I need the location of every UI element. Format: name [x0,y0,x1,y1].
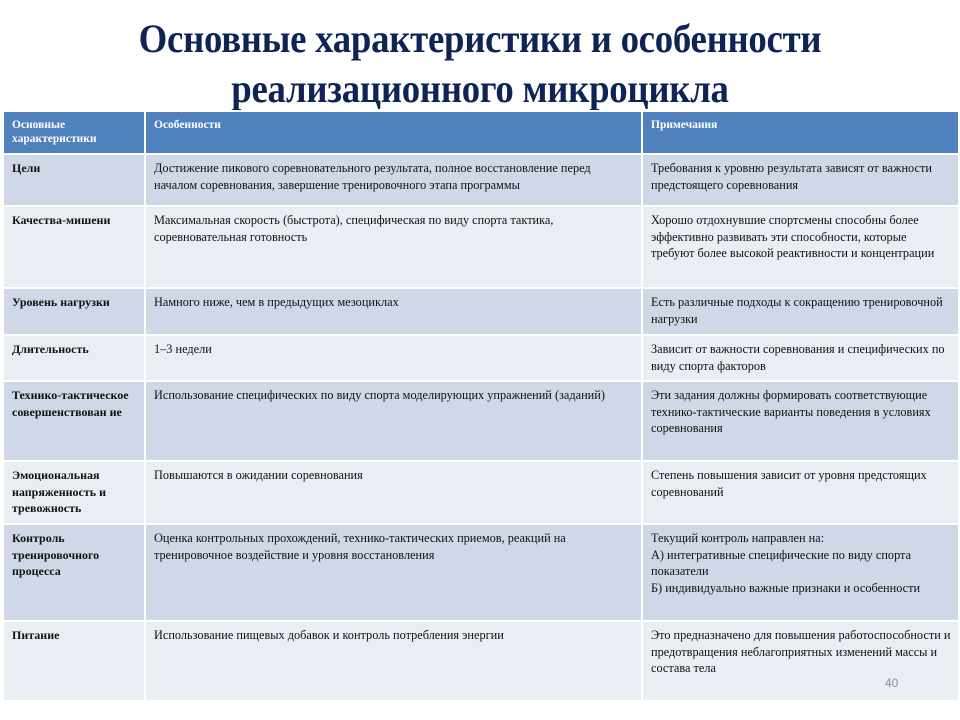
note-line: Текущий контроль направлен на: [651,531,825,545]
table-header-row [3,111,959,154]
characteristics-table-container [2,110,958,702]
table-row [3,621,959,701]
note-line: Б) индивидуально важные признаки и особенности [651,580,921,595]
slide-title-line-2: реализационного микроцикла [231,66,729,111]
row-notes: Это предназначено для повышения работоспособности и предотвращения неблагоприятных изменений массы и состава тела [642,621,959,701]
table-row [3,206,959,288]
header-notes: Примечания [642,111,959,154]
row-notes: Степень повышения зависит от уровня предстоящих соревнований [642,461,959,524]
row-label: Уровень нагрузки [3,288,145,335]
row-notes: Эти задания должны формировать соответствующие технико-тактические варианты поведения в условиях соревнования [642,381,959,461]
table-row [3,288,959,335]
row-label: Технико-тактическое совершенствован ие [3,381,145,461]
row-notes: Требования к уровню результата зависят от важности предстоящего соревнования [642,154,959,206]
row-notes: Хорошо отдохнувшие спортсмены способны более эффективно развивать эти способности, которые требуют более высокой реактивности и концентрации [642,206,959,288]
row-label: Длительность [3,335,145,381]
slide-title [38,14,921,114]
row-features: 1–3 недели [145,335,642,381]
row-features: Повышаются в ожидании соревнования [145,461,642,524]
table-row [3,461,959,524]
row-features: Использование специфических по виду спорта моделирующих упражнений (заданий) [145,381,642,461]
note-line: А) интегративные специфические по виду спорта показатели [651,547,912,578]
header-characteristics: Основные характеристики [3,111,145,154]
slide-title-line-1: Основные характеристики и особенности [138,16,822,61]
characteristics-table [2,110,960,702]
row-features: Достижение пикового соревновательного результата, полное восстановление перед началом соревнования, завершение тренировочного этапа программы [145,154,642,206]
row-notes: Зависит от важности соревнования и специфических по виду спорта факторов [642,335,959,381]
row-label: Качества-мишени [3,206,145,288]
table-row [3,524,959,621]
row-features: Максимальная скорость (быстрота), специфическая по виду спорта тактика, соревновательная готовность [145,206,642,288]
row-notes: Есть различные подходы к сокращению тренировочной нагрузки [642,288,959,335]
row-label: Контроль тренировочного процесса [3,524,145,621]
row-features: Намного ниже, чем в предыдущих мезоциклах [145,288,642,335]
table-row [3,381,959,461]
table-row [3,154,959,206]
row-label: Цели [3,154,145,206]
row-features: Оценка контрольных прохождений, технико-тактических приемов, реакций на тренировочное воздействие и уровня восстановления [145,524,642,621]
row-label: Питание [3,621,145,701]
row-notes [642,524,959,621]
page-number: 40 [885,676,899,690]
header-features: Особенности [145,111,642,154]
row-label: Эмоциональная напряженность и тревожность [3,461,145,524]
table-row [3,335,959,381]
row-features: Использование пищевых добавок и контроль потребления энергии [145,621,642,701]
